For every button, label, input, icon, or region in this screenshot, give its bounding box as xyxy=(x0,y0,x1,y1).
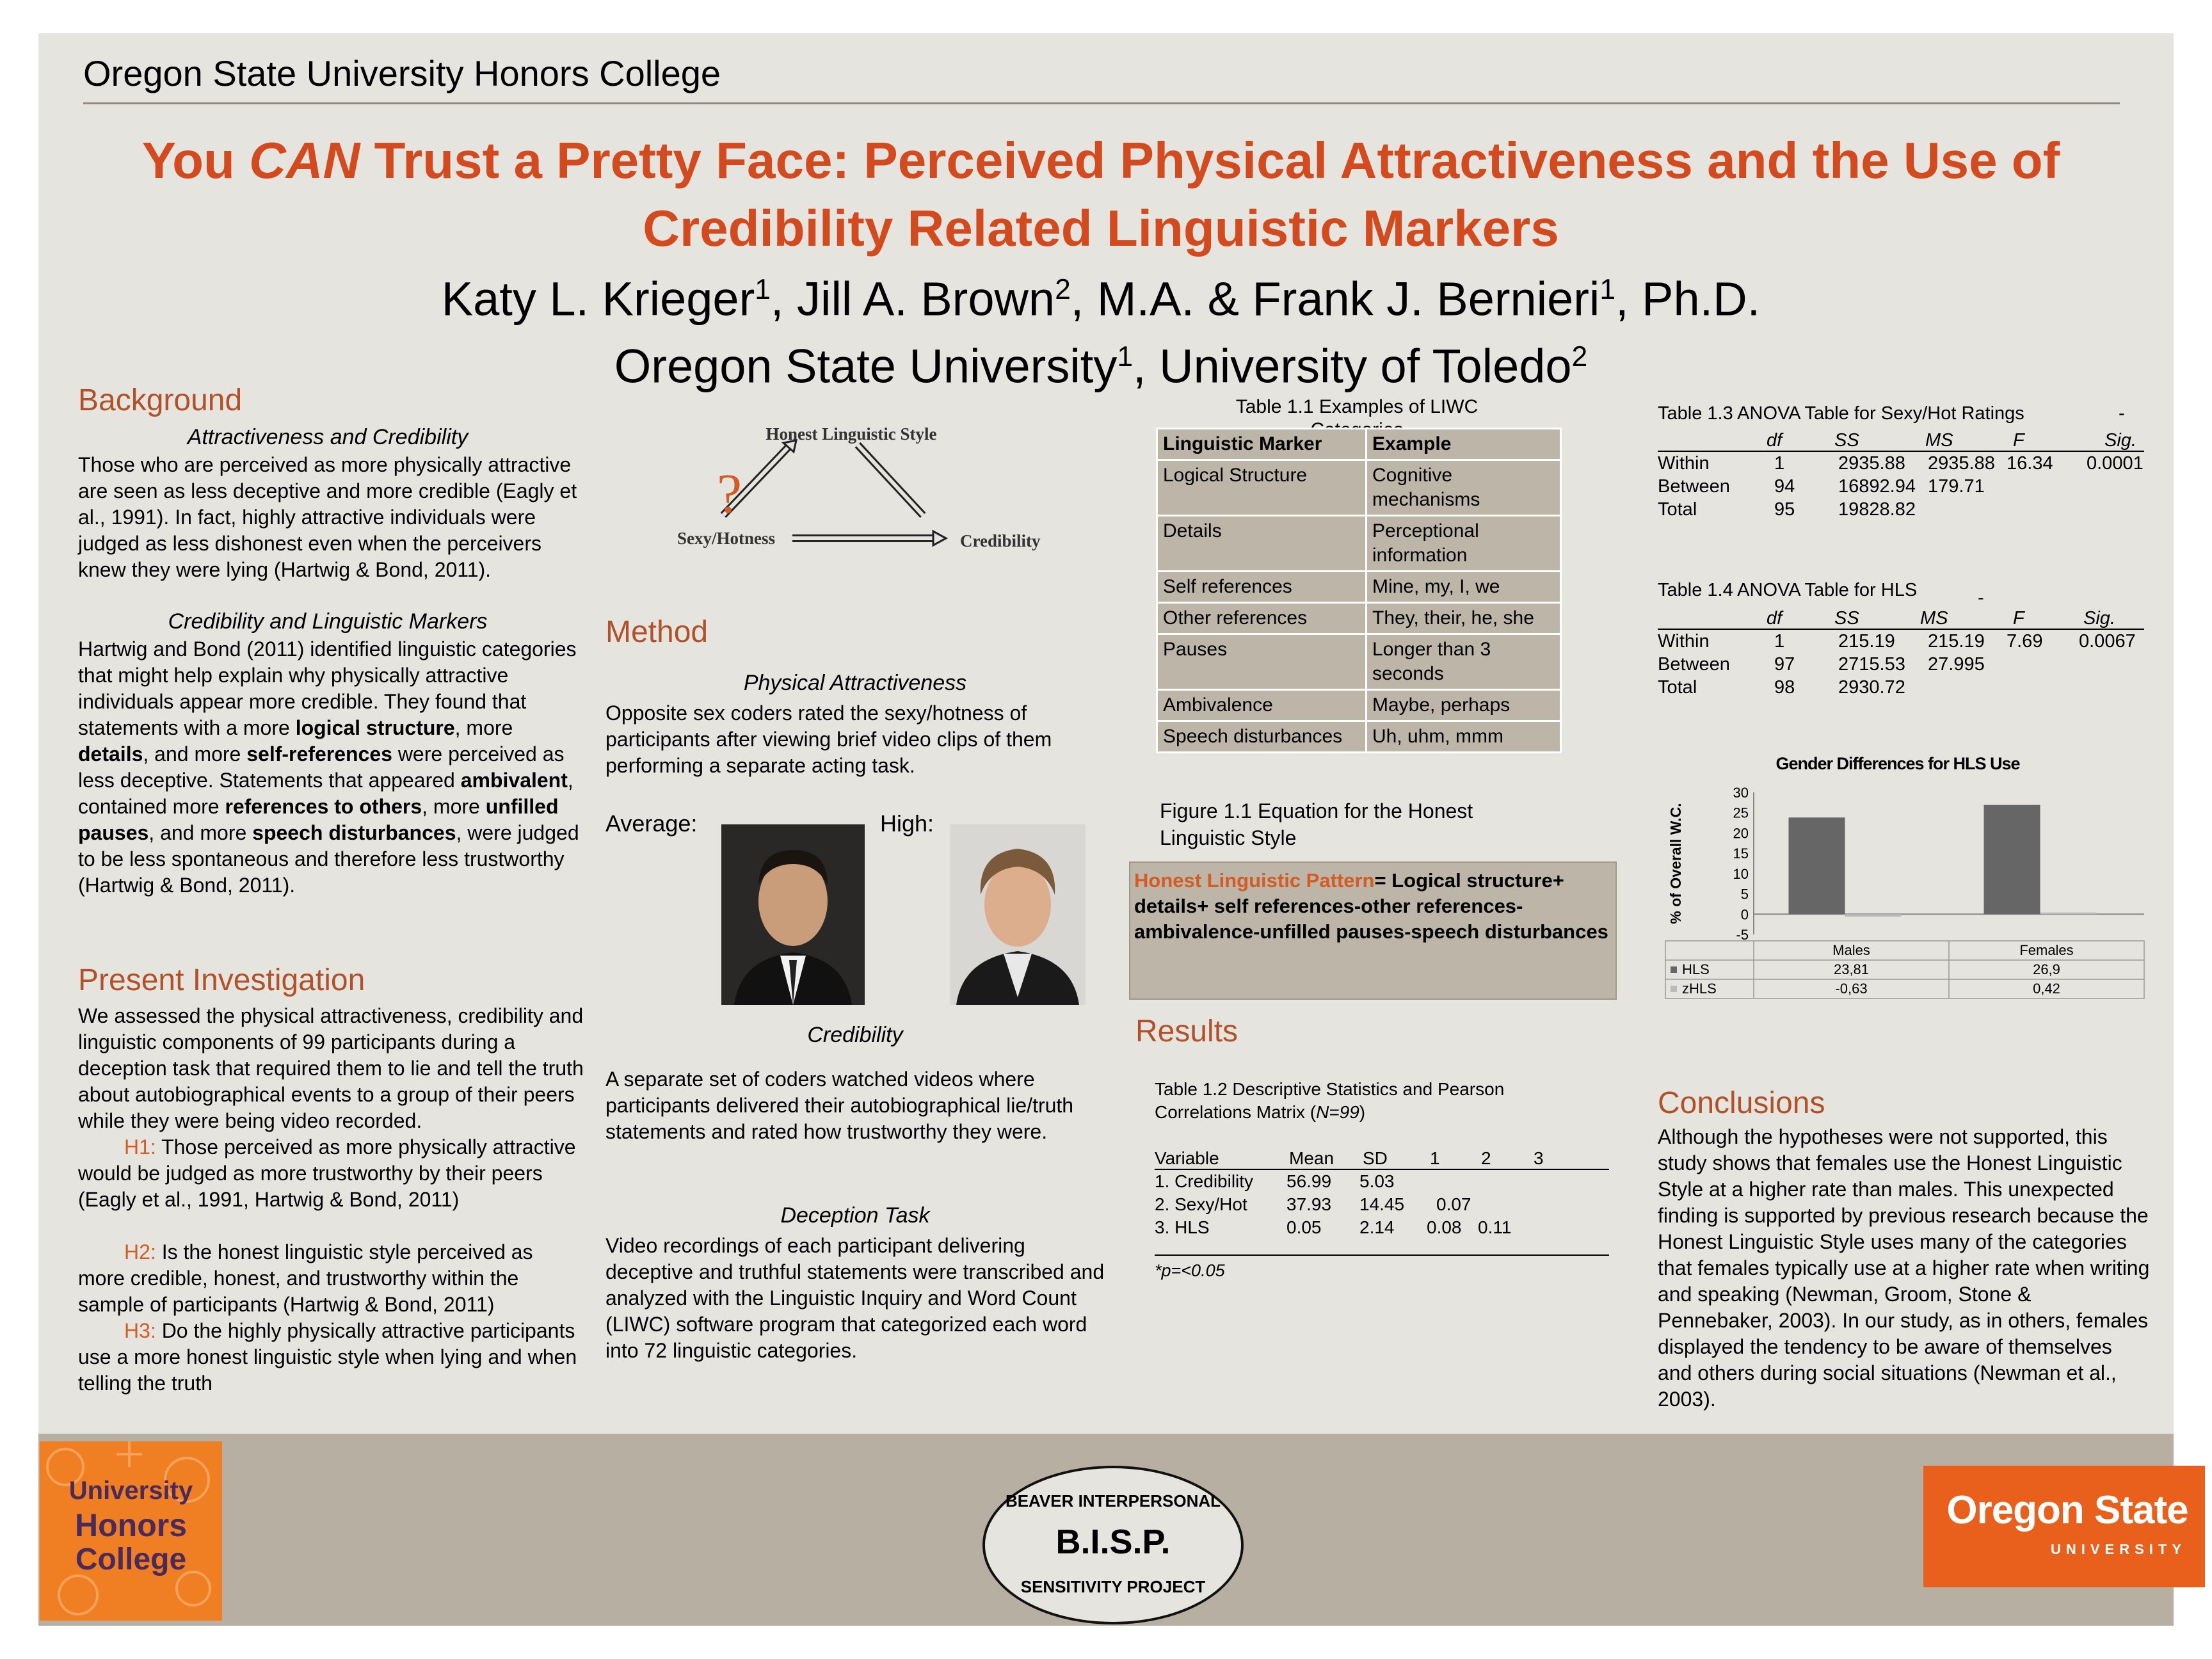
y-tick-label: -5 xyxy=(1736,927,1749,943)
uhc-line3: College xyxy=(75,1543,187,1576)
chart-title: Gender Differences for HLS Use xyxy=(1775,754,2020,773)
table-cell: They, their, he, she xyxy=(1366,603,1561,634)
bar-HLS-Males xyxy=(1789,817,1845,914)
hypothesis-3: H3: Do the highly physically attractive participants use a more honest linguistic style when lying and when telling the truth xyxy=(78,1319,577,1395)
table13-dash: - xyxy=(2119,403,2125,424)
hypothesis-2: H2: Is the honest linguistic style perceived as more credible, honest, and trustworthy within the sample of participants (Hartwig & Bond, 2011) xyxy=(78,1240,533,1316)
method-sub1: Physical Attractiveness xyxy=(743,671,967,695)
table12-note: *p=<0.05 xyxy=(1155,1261,1225,1280)
y-tick-label: 20 xyxy=(1733,825,1749,842)
table-cell: Other references xyxy=(1157,603,1366,634)
table-row xyxy=(1157,516,1561,572)
data-label: 23,81 xyxy=(1833,961,1870,977)
data-label: -0,63 xyxy=(1835,981,1868,997)
table-cell: Mine, my, I, we xyxy=(1366,572,1561,603)
table-cell: Speech disturbances xyxy=(1157,721,1366,753)
table-row xyxy=(1157,634,1561,690)
bisp-bottom: SENSITIVITY PROJECT xyxy=(1020,1577,1206,1596)
honors-college-logo xyxy=(40,1441,222,1621)
method-sub2: Credibility xyxy=(807,1023,903,1047)
table-cell: Perceptional information xyxy=(1366,516,1561,572)
header-university: Oregon State University Honors College xyxy=(83,53,721,93)
background-p2: Hartwig and Bond (2011) identified linguistic categories that might help explain why physically attractive individuals appear more credible. They found that statements with a more logical structure, more details, and more self-references were perceived as less deceptive. Statements that appeared ambivalent, contained more references to others, more unfilled pauses, and more speech disturbances, were judged to be less spontaneous and therefore less trustworthy (Hartwig & Bond, 2011). xyxy=(78,637,579,897)
method-sub3: Deception Task xyxy=(780,1203,930,1228)
table13: df SS MS F Sig. Within 1 2935.88 2935.88 16.34 0.0001 Between 94 16892.94 179.71 Total 95 19828.82 xyxy=(1658,430,2144,520)
table12: Variable Mean SD 1 2 3 1. Credibility 56.99 5.03 2. Sexy/Hot 37.93 14.45 0.07 3. HLS 0.05 2.14 0.08 0.11 xyxy=(1155,1147,1609,1262)
table-cell: Longer than 3 seconds xyxy=(1366,634,1561,690)
average-label: Average: xyxy=(605,810,698,837)
table12-bottom-rule xyxy=(1155,1254,1609,1256)
table-row xyxy=(1157,572,1561,603)
table14-dash: - xyxy=(1978,588,1984,608)
figure11-caption: Figure 1.1 Equation for the Honest Linguistic Style xyxy=(1160,799,1473,849)
table-cell: Self references xyxy=(1157,572,1366,603)
high-label: High: xyxy=(880,810,934,837)
author-2-sup: 2 xyxy=(1055,274,1071,305)
author-1-sup: 1 xyxy=(755,274,771,305)
table14: df SS MS F Sig. Within 1 215.19 215.19 7.69 0.0067 Between 97 2715.53 27.995 Total 98 2930.72 xyxy=(1658,607,2144,703)
chart-ylabel: % of Overall W.C. xyxy=(1667,803,1684,924)
title-part1: You xyxy=(141,132,250,189)
liwc-table xyxy=(1156,428,1562,753)
method-p2: A separate set of coders watched videos where participants delivered their autobiographical lie/truth statements and rated how trustworthy they were. xyxy=(605,1068,1074,1143)
author-4: , Ph.D. xyxy=(1615,272,1761,326)
table-cell: Pauses xyxy=(1157,634,1366,690)
author-block xyxy=(77,261,2125,395)
affil-1-sup: 1 xyxy=(1117,341,1134,373)
title-part2: Trust a Pretty Face: Perceived Physical Attractiveness and the Use of Credibility Related Linguistic Markers xyxy=(360,132,2060,257)
affil-1: Oregon State University xyxy=(614,339,1118,393)
bar-zHLS-Females xyxy=(2040,913,2097,915)
diagram-top-label: Honest Linguistic Style xyxy=(765,424,937,444)
conclusions-heading: Conclusions xyxy=(1658,1086,1825,1120)
average-participant-photo xyxy=(721,824,865,1005)
y-tick-label: 30 xyxy=(1733,785,1749,801)
table-header-cell: Example xyxy=(1366,429,1561,460)
table13-header: df SS MS F Sig. xyxy=(1658,429,2144,452)
affiliation-line xyxy=(77,328,2125,396)
table-header-row xyxy=(1157,429,1561,460)
table-row xyxy=(1157,721,1561,753)
table12-caption: Table 1.2 Descriptive Statistics and Pearson Correlations Matrix (N=99) xyxy=(1155,1079,1505,1122)
author-3-sup: 1 xyxy=(1599,274,1616,305)
bar-HLS-Females xyxy=(1984,805,2040,915)
present-heading: Present Investigation xyxy=(78,963,365,997)
results-heading: Results xyxy=(1135,1014,1238,1048)
y-tick-label: 15 xyxy=(1733,846,1749,862)
author-line xyxy=(77,261,2125,328)
table-cell: Ambivalence xyxy=(1157,690,1366,721)
high-participant-photo xyxy=(950,824,1086,1005)
background-sub1: Attractiveness and Credibility xyxy=(187,425,469,449)
bisp-mid: B.I.S.P. xyxy=(1055,1523,1171,1561)
chart-background xyxy=(1658,749,2151,1005)
author-2: , Jill A. Brown xyxy=(770,272,1055,326)
background-heading: Background xyxy=(78,383,243,417)
uhc-line2: Honors xyxy=(75,1507,187,1543)
affil-2-sup: 2 xyxy=(1571,341,1588,373)
uhc-line1: University xyxy=(68,1477,193,1505)
table-cell: Uh, uhm, mmm xyxy=(1366,721,1561,753)
table13-caption: Table 1.3 ANOVA Table for Sexy/Hot Ratings xyxy=(1658,403,2024,424)
author-1: Katy L. Krieger xyxy=(441,272,755,326)
method-p3: Video recordings of each participant delivering deceptive and truthful statements were transcribed and analyzed with the Linguistic Inquiry and Word Count (LIWC) software program that categorized each word into 72 linguistic categories. xyxy=(605,1234,1105,1362)
y-tick-label: 25 xyxy=(1733,805,1749,821)
hls-gender-chart xyxy=(1658,749,2151,1005)
y-tick-label: 5 xyxy=(1740,886,1749,902)
osu-logo xyxy=(1923,1466,2205,1587)
conclusions-p1: Although the hypotheses were not supported, this study shows that females use the Honest Linguistic Style at a higher rate than males. This unexpected finding is supported by previous research because the Honest Linguistic Style uses many of the categories that females typically use at a higher rate when writing and speaking (Newman, Groom, Stone & Pennebaker, 2003). In our study, as in others, females displayed the tendency to be aware of themselves and others during social situations (Newman et al., 2003). xyxy=(1658,1125,2150,1411)
osu-line2: UNIVERSITY xyxy=(2050,1541,2187,1557)
osu-line1: Oregon State xyxy=(1946,1488,2188,1532)
legend-label: zHLS xyxy=(1682,981,1717,997)
table12-header: Variable Mean SD 1 2 3 xyxy=(1155,1147,1609,1170)
table-header-cell: Linguistic Marker xyxy=(1157,429,1366,460)
bisp-logo xyxy=(982,1466,1244,1624)
legend-label: HLS xyxy=(1682,961,1710,977)
diagram-question-mark: ? xyxy=(717,463,742,525)
title-emphasis: CAN xyxy=(249,132,360,189)
header-divider xyxy=(83,102,2120,104)
table14-caption: Table 1.4 ANOVA Table for HLS xyxy=(1658,580,1918,600)
x-category-label: Females xyxy=(2019,942,2074,958)
author-3: , M.A. & Frank J. Bernieri xyxy=(1070,272,1600,326)
method-heading: Method xyxy=(605,615,709,649)
table-cell: Maybe, perhaps xyxy=(1366,690,1561,721)
x-category-label: Males xyxy=(1832,942,1870,958)
diagram-right-label: Credibility xyxy=(960,531,1041,550)
table-row xyxy=(1157,603,1561,634)
y-tick-label: 10 xyxy=(1733,865,1749,882)
background-sub2: Credibility and Linguistic Markers xyxy=(168,609,488,634)
bisp-top: BEAVER INTERPERSONAL xyxy=(1005,1491,1221,1511)
y-tick-label: 0 xyxy=(1740,906,1749,923)
table11-caption: Table 1.1 Examples of LIWC xyxy=(1235,396,1479,417)
bar-zHLS-Males xyxy=(1845,914,1902,917)
legend-key-HLS xyxy=(1671,966,1677,973)
table-cell: Cognitive mechanisms xyxy=(1366,460,1561,516)
table14-header: df SS MS F Sig. xyxy=(1658,607,2144,630)
background-p1: Those who are perceived as more physically attractive are seen as less deceptive and more credible (Eagly et al., 1991). In fact, highly attractive individuals were judged as less dishonest even when the perceivers knew they were lying (Hartwig & Bond, 2011). xyxy=(78,453,577,581)
hypothesis-1: H1: Those perceived as more physically attractive would be judged as more trustworthy by their peers (Eagly et al., 1991, Hartwig & Bond, 2011) xyxy=(78,1135,576,1211)
data-label: 26,9 xyxy=(2033,961,2060,977)
diagram-left-label: Sexy/Hotness xyxy=(677,529,776,548)
method-p1: Opposite sex coders rated the sexy/hotness of participants after viewing brief video clips of them performing a separate acting task. xyxy=(605,701,1052,777)
present-p1: We assessed the physical attractiveness, credibility and linguistic components of 99 participants during a deception task that required them to lie and tell the truth about autobiographical events to a group of their peers while they were being video recorded. xyxy=(78,1004,584,1132)
legend-key-zHLS xyxy=(1671,986,1677,992)
affil-2: , University of Toledo xyxy=(1133,339,1572,393)
table-cell: Logical Structure xyxy=(1157,460,1366,516)
hls-equation-box: Honest Linguistic Pattern= Logical structure+ details+ self references-other references-ambivalence-unfilled pauses-speech disturbances xyxy=(1129,862,1617,1000)
poster-title xyxy=(77,127,2125,262)
data-label: 0,42 xyxy=(2033,981,2060,997)
table-cell: Details xyxy=(1157,516,1366,572)
table-row xyxy=(1157,460,1561,516)
table-row xyxy=(1157,690,1561,721)
